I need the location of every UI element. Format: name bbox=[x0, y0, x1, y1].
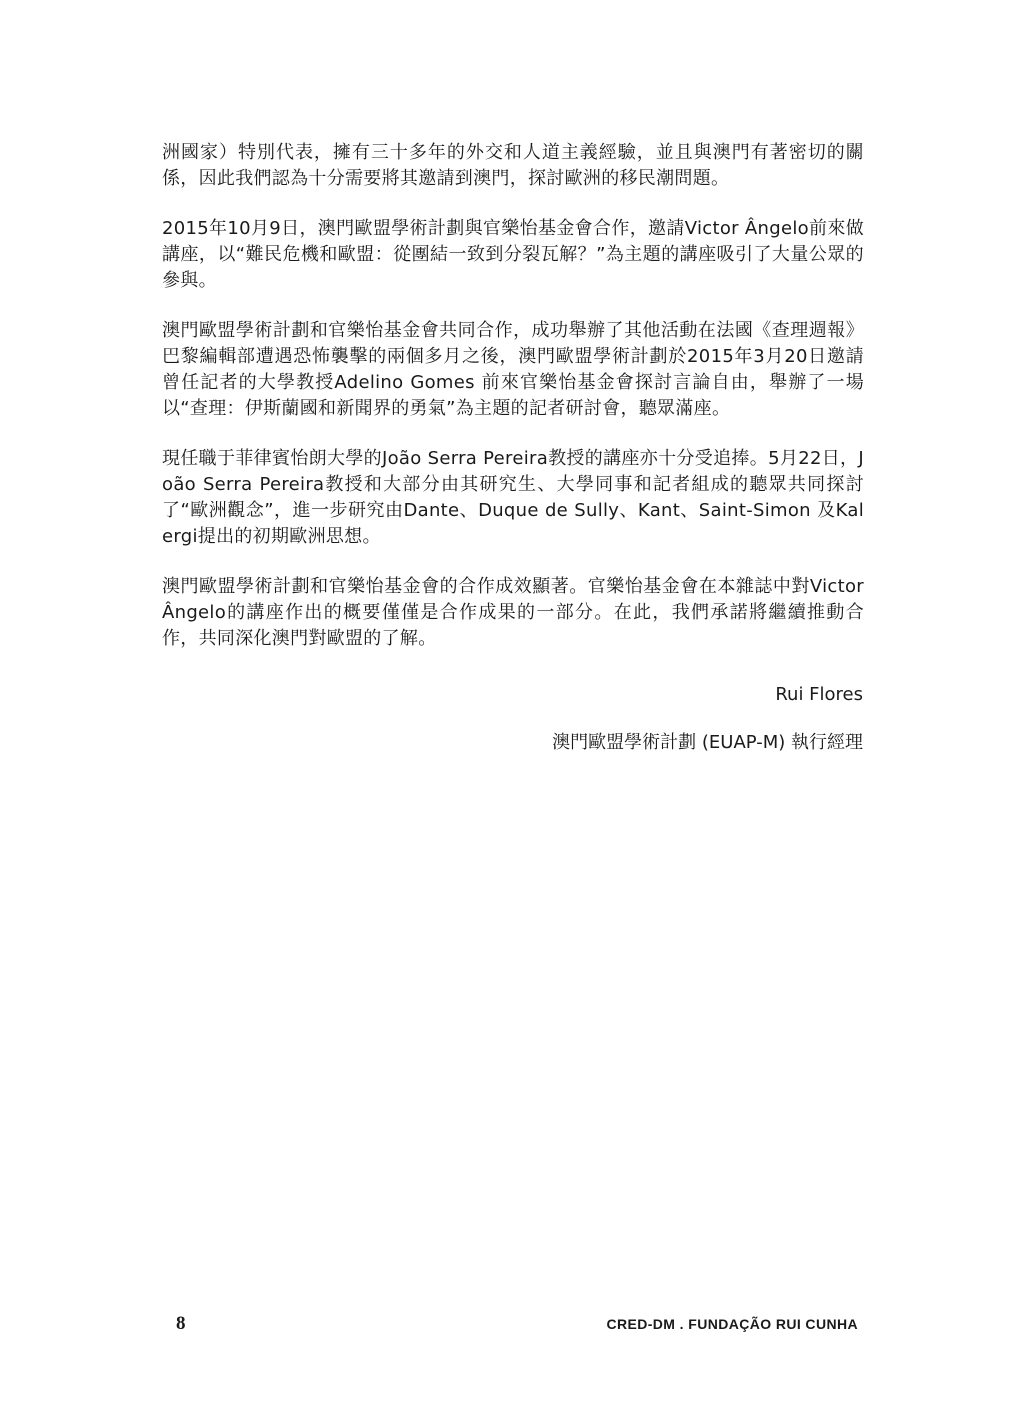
signature-block bbox=[552, 682, 863, 756]
paragraph-5: 澳門歐盟學術計劃和官樂怡基金會的合作成效顯著。官樂怡基金會在本雜誌中對Victor Ângelo的講座作出的概要僅僅是合作成果的一部分。在此，我們承諾將繼續推動合作，共同深化澳門對歐盟的了解。 bbox=[162, 576, 864, 649]
paragraph-3: 澳門歐盟學術計劃和官樂怡基金會共同合作，成功舉辦了其他活動在法國《查理週報》巴黎編輯部遭遇恐怖襲擊的兩個多月之後，澳門歐盟學術計劃於2015年3月20日邀請曾任記者的大學教授Adelino Gomes 前來官樂怡基金會探討言論自由，舉辦了一場以“查理：伊斯蘭國和新聞界的勇氣”為主題的記者研討會，聽眾滿座。 bbox=[162, 320, 864, 419]
paragraph-2: 2015年10月9日，澳門歐盟學術計劃與官樂怡基金會合作，邀請Victor Ângelo前來做講座，以“難民危機和歐盟：從團結一致到分裂瓦解？”為主題的講座吸引了大量公眾的參與。 bbox=[162, 218, 864, 291]
article-body bbox=[162, 140, 864, 676]
page-footer bbox=[176, 1311, 858, 1337]
footer-credit: CRED-DM . FUNDAÇÃO RUI CUNHA bbox=[606, 1316, 858, 1332]
paragraph-1: 洲國家）特別代表，擁有三十多年的外交和人道主義經驗，並且與澳門有著密切的關係，因此我們認為十分需要將其邀請到澳門，探討歐洲的移民潮問題。 bbox=[162, 142, 864, 189]
signature-title: 澳門歐盟學術計劃 (EUAP-M) 執行經理 bbox=[552, 732, 863, 753]
signature-name: Rui Flores bbox=[775, 684, 863, 705]
paragraph-4: 現任職于菲律賓怡朗大學的João Serra Pereira教授的講座亦十分受追捧。5月22日，João Serra Pereira教授和大部分由其研究生、大學同事和記者組成的聽眾共同探討了“歐洲觀念”，進一步研究由Dante、Duque de Sully、Kant、Saint-Simon 及Kalergi提出的初期歐洲思想。 bbox=[162, 448, 864, 547]
page-number: 8 bbox=[176, 1313, 186, 1334]
